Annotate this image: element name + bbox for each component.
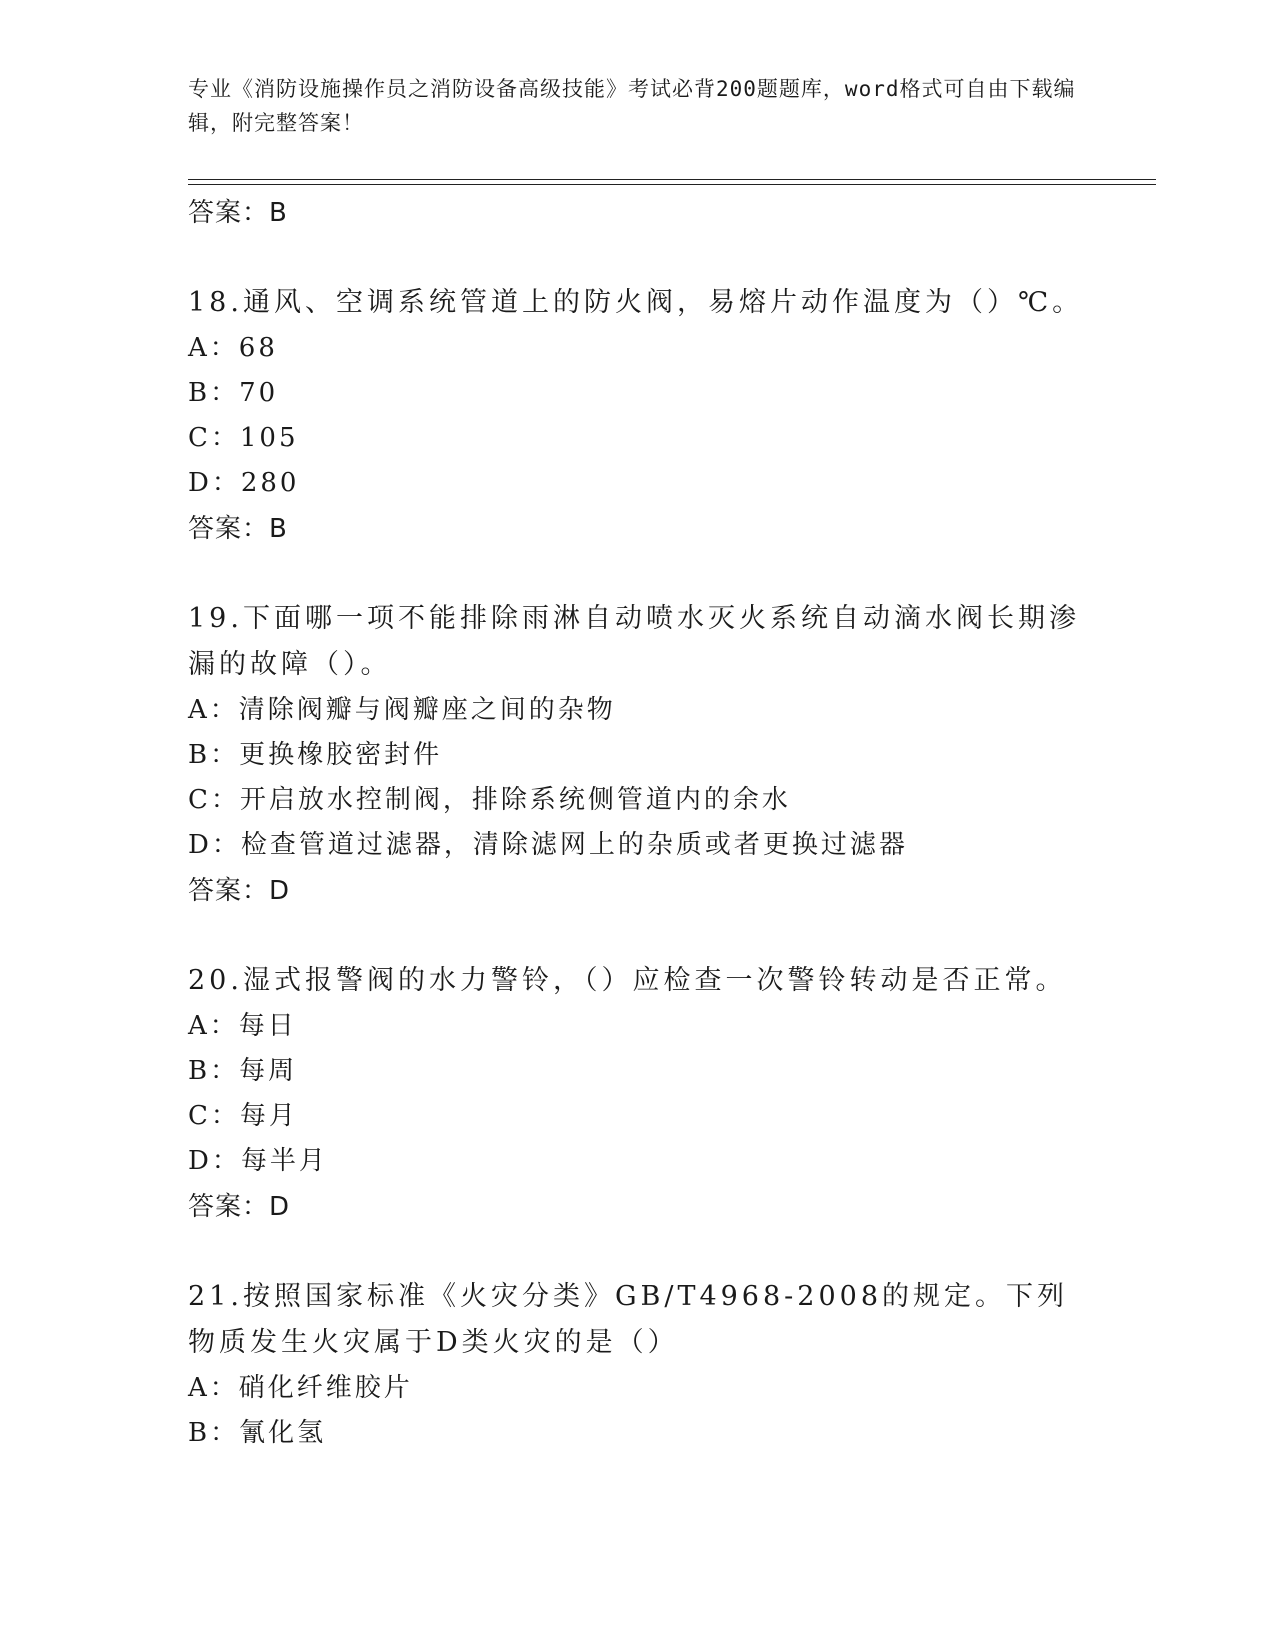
option-b: B：更换橡胶密封件 xyxy=(188,740,443,770)
option-b: B：70 xyxy=(188,378,279,408)
option-a: A：68 xyxy=(188,333,278,363)
question-stem: 18.通风、空调系统管道上的防火阀，易熔片动作温度为（）℃。 xyxy=(188,287,1084,318)
header-divider-bottom xyxy=(188,184,1156,185)
question-stem: 20.湿式报警阀的水力警铃，（）应检查一次警铃转动是否正常。 xyxy=(188,965,1067,996)
option-d: D：每半月 xyxy=(188,1146,328,1176)
answer-line: 答案：D xyxy=(188,876,291,906)
answer-line: 答案：B xyxy=(188,198,288,228)
question-20 xyxy=(188,958,1088,1230)
document-body xyxy=(188,190,1088,1456)
option-c: C：每月 xyxy=(188,1101,298,1131)
question-stem: 21.按照国家标准《火灾分类》GB/T4968-2008的规定。下列物质发生火灾属于D类火灾的是（） xyxy=(188,1281,1069,1358)
option-a: A：每日 xyxy=(188,1011,297,1041)
header-divider-top xyxy=(188,179,1156,180)
answer-line: 答案：B xyxy=(188,514,288,544)
option-c: C：开启放水控制阀，排除系统侧管道内的余水 xyxy=(188,785,791,815)
question-21 xyxy=(188,1274,1088,1456)
answer-line: 答案：D xyxy=(188,1192,291,1222)
document-header: 专业《消防设施操作员之消防设备高级技能》考试必背200题题库，word格式可自由下载编辑，附完整答案！ xyxy=(188,77,1076,135)
question-19 xyxy=(188,596,1088,914)
option-b: B：氰化氢 xyxy=(188,1418,327,1448)
option-c: C：105 xyxy=(188,423,299,453)
option-a: A：硝化纤维胶片 xyxy=(188,1373,413,1403)
option-a: A：清除阀瓣与阀瓣座之间的杂物 xyxy=(188,695,616,725)
option-d: D：检查管道过滤器，清除滤网上的杂质或者更换过滤器 xyxy=(188,830,908,860)
option-b: B：每周 xyxy=(188,1056,298,1086)
question-18 xyxy=(188,280,1088,552)
option-d: D：280 xyxy=(188,468,300,498)
question-stem: 19.下面哪一项不能排除雨淋自动喷水灭火系统自动滴水阀长期渗漏的故障（）。 xyxy=(188,603,1080,680)
